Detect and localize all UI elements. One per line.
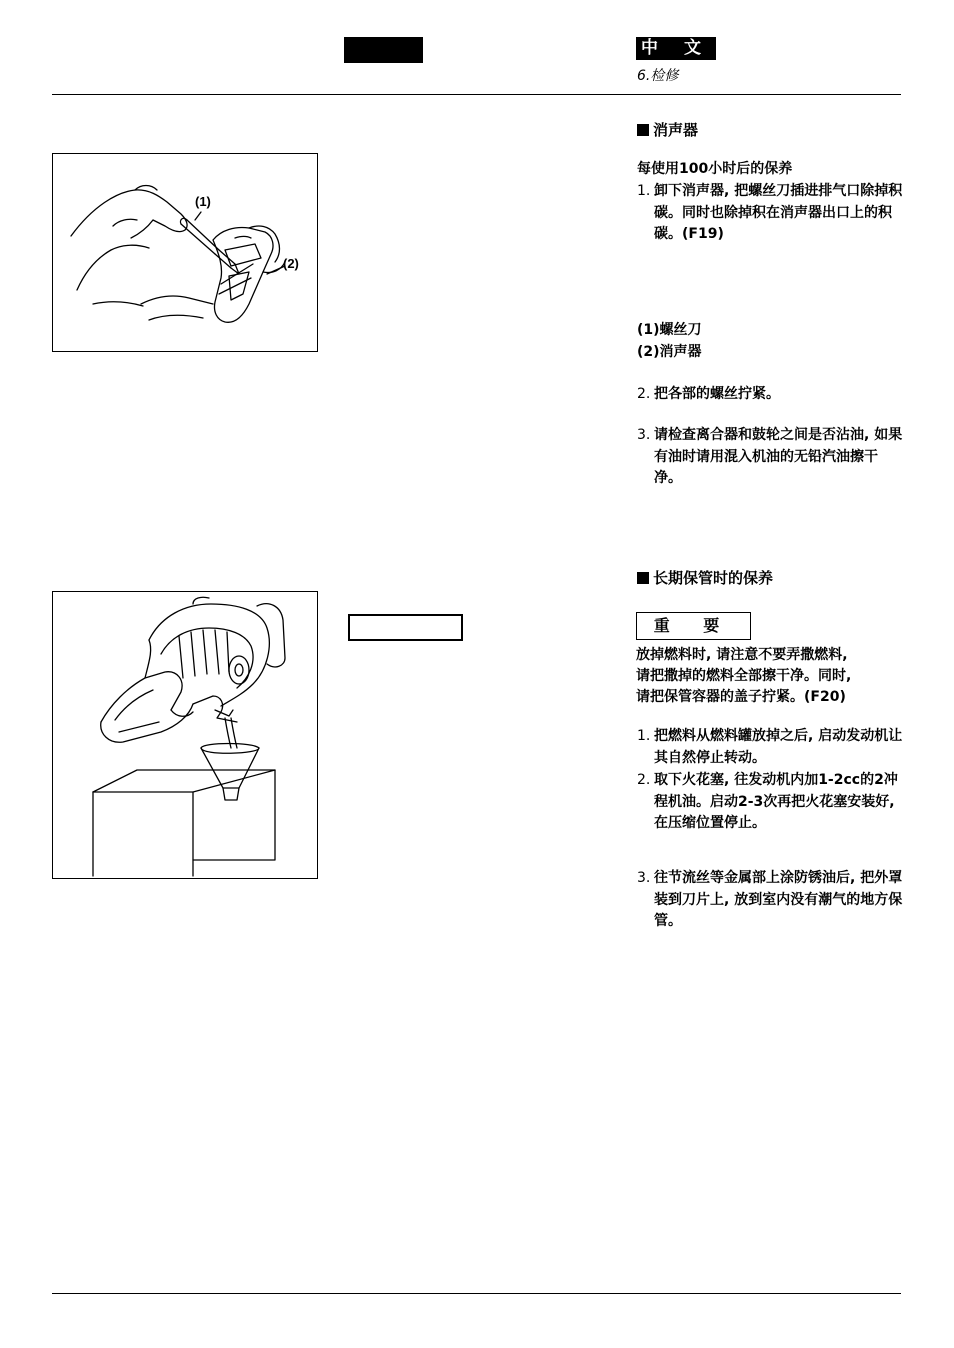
step-number: 1. <box>637 728 651 744</box>
step-number: 1. <box>637 183 651 199</box>
important-line-2: 请把撒掉的燃料全部擦干净。同时, <box>636 668 852 684</box>
square-bullet-icon <box>637 124 649 136</box>
storage-heading: 长期保管时的保养 <box>637 567 773 588</box>
footer-rule <box>52 1293 901 1294</box>
step-text: 往节流丝等金属部上涂防锈油后, 把外罩装到刀片上, 放到室内没有潮气的地方保管。 <box>654 870 903 929</box>
callout-1: (1) <box>195 194 211 209</box>
step-number: 3. <box>637 427 651 443</box>
storage-step-1 <box>637 726 903 769</box>
legend-screwdriver: (1)螺丝刀 <box>637 322 702 338</box>
square-bullet-icon <box>637 572 649 584</box>
legend-muffler: (2)消声器 <box>637 344 702 360</box>
important-line-1: 放掉燃料时, 请注意不要弄撒燃料, <box>636 647 848 663</box>
figure-muffler-cleaning <box>52 153 318 352</box>
muffler-heading: 消声器 <box>637 119 698 140</box>
header-black-tab <box>344 37 423 63</box>
muffler-step-1 <box>637 181 903 246</box>
step-text: 取下火花塞, 往发动机内加1-2cc的2冲程机油。启动2-3次再把火花塞安装好, 在压缩位置停止。 <box>654 772 898 831</box>
figure-fuel-draining <box>52 591 318 879</box>
step-text: 把燃料从燃料罐放掉之后, 启动发动机让其自然停止转动。 <box>654 728 903 766</box>
empty-label-box <box>348 614 463 641</box>
muffler-intro: 每使用100小时后的保养 <box>637 161 793 177</box>
important-label: 重 要 <box>636 612 751 640</box>
important-line-3: 请把保管容器的盖子拧紧。(F20) <box>636 689 846 705</box>
callout-2: (2) <box>283 256 299 271</box>
fuel-draining-illustration <box>53 592 317 878</box>
storage-step-3 <box>637 868 903 933</box>
step-number: 3. <box>637 870 651 886</box>
step-number: 2. <box>637 386 651 402</box>
storage-step-2 <box>637 770 903 835</box>
step-number: 2. <box>637 772 651 788</box>
muffler-step-2 <box>637 384 903 406</box>
step-text: 卸下消声器, 把螺丝刀插进排气口除掉积碳。同时也除掉积在消声器出口上的积碳。(F19) <box>654 183 903 242</box>
muffler-step-3 <box>637 425 903 490</box>
section-number: 6.检修 <box>637 68 679 84</box>
muffler-illustration <box>53 154 317 351</box>
step-text: 把各部的螺丝拧紧。 <box>654 386 780 402</box>
language-tab: 中 文 <box>636 37 716 60</box>
header-rule <box>52 94 901 95</box>
step-text: 请检查离合器和鼓轮之间是否沾油, 如果有油时请用混入机油的无铅汽油擦干净。 <box>654 427 903 486</box>
